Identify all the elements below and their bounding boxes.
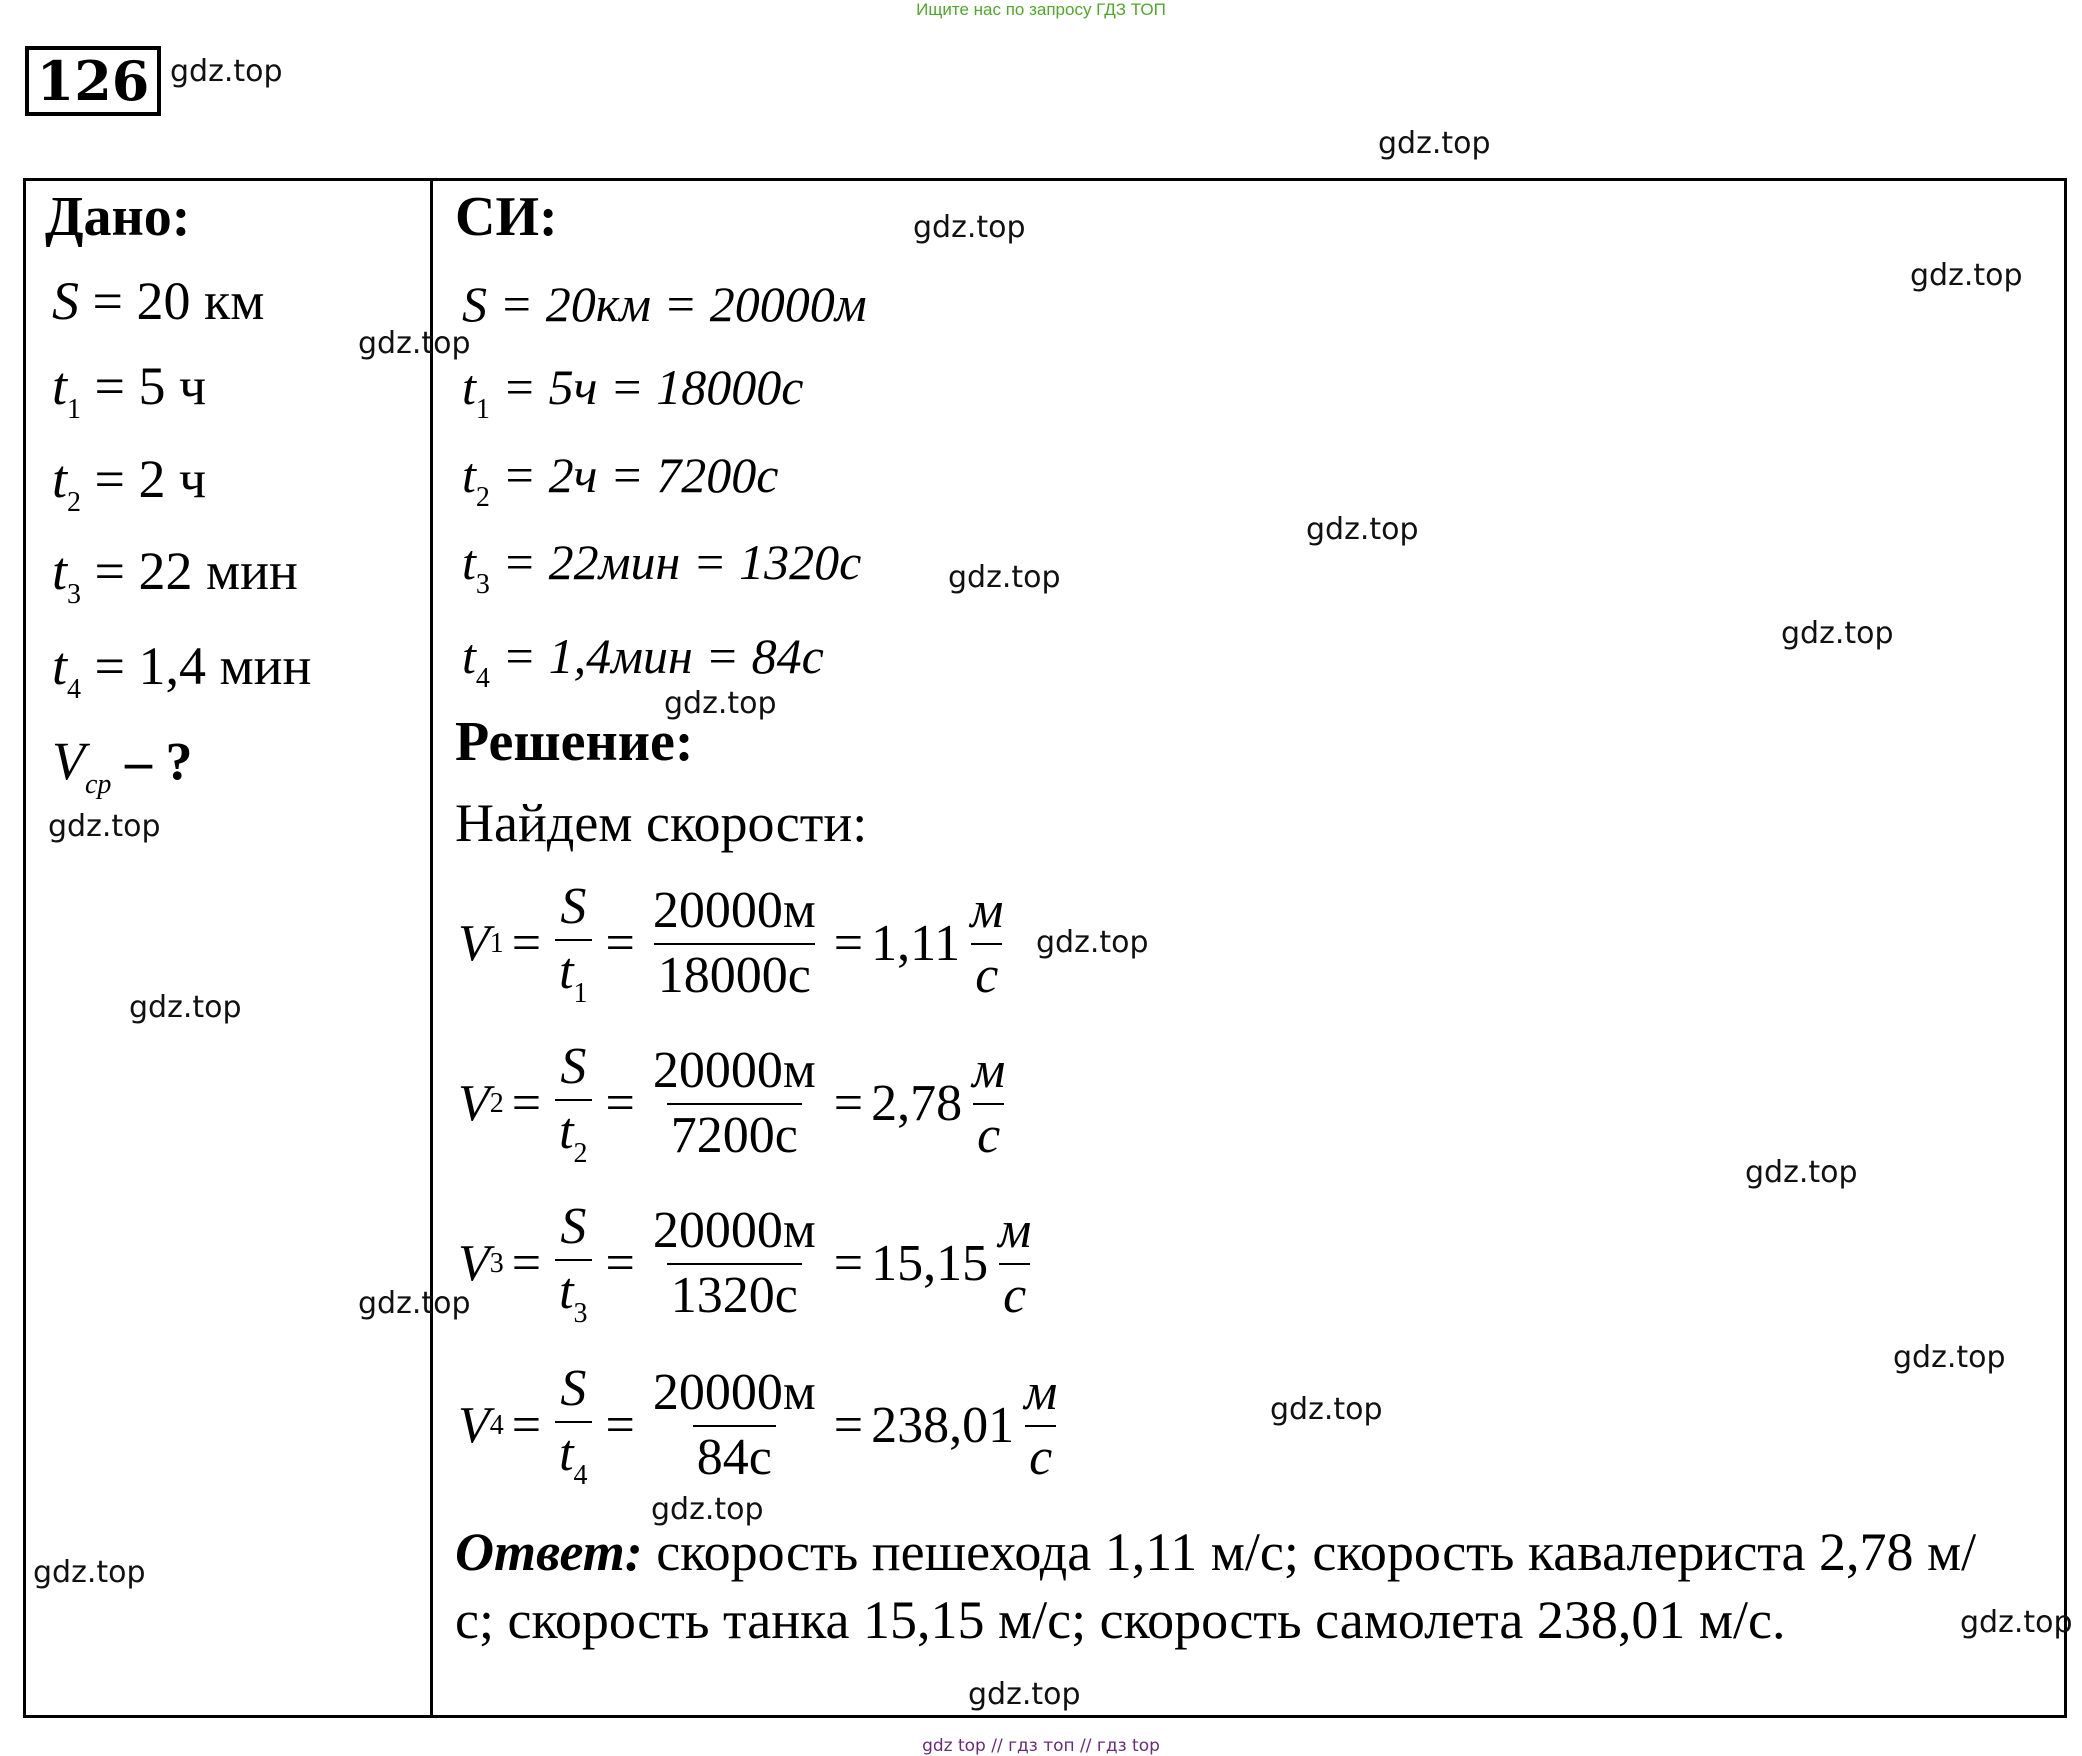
answer-text: скорость пешехода 1,11 м/с; скорость кавалериста 2,78 м/с; скорость танка 15,15 м/с; скорость самолета 238,01 м/с. [455, 1522, 1977, 1650]
given-t2: $t_2 = 2$ ч [52, 449, 207, 518]
si-title: СИ: [455, 186, 558, 248]
given-s: S = 20 км [52, 271, 265, 331]
watermark: gdz.top [1306, 512, 1419, 547]
watermark: gdz.top [1378, 126, 1491, 161]
given-t4: $t_4 = 1,4$ мин [52, 636, 312, 705]
solution-title: Решение: [455, 711, 694, 773]
si-t3: $t_3 = 22мин = 1320с$ [462, 534, 862, 600]
equation-v4: V 4 = $\frac{S}{t_4}$ = $\frac{20000м}{84с}$ = 238,01 $\frac{м}{с}$ [458, 1360, 1058, 1491]
watermark: gdz.top [48, 809, 161, 844]
search-note: Ищите нас по запросу ГДЗ ТОП [916, 0, 1166, 19]
si-s: S = 20км = 20000м [462, 276, 867, 332]
answer-label: Ответ: [455, 1522, 643, 1582]
equation-v1: V 1 = $\frac{S}{t_1}$ = $\frac{20000м}{18000с}$ = 1,11 $\frac{м}{с}$ [458, 878, 1004, 1009]
watermark: gdz.top [651, 1492, 764, 1527]
watermark: gdz.top [129, 990, 242, 1025]
column-divider [430, 178, 433, 1718]
si-t4: $t_4 = 1,4мин = 84с$ [462, 628, 824, 694]
given-title: Дано: [45, 186, 191, 248]
watermark: gdz.top [170, 54, 283, 89]
watermark: gdz.top [1910, 258, 2023, 293]
footer-links: gdz top // гдз топ // гдз top [922, 1736, 1160, 1756]
watermark: gdz.top [1270, 1392, 1383, 1427]
solution-intro: Найдем скорости: [455, 793, 868, 853]
watermark: gdz.top [1960, 1605, 2073, 1640]
answer [455, 1518, 1995, 1654]
watermark: gdz.top [358, 1286, 471, 1321]
watermark: gdz.top [1745, 1155, 1858, 1190]
watermark: gdz.top [968, 1677, 1081, 1712]
watermark: gdz.top [664, 686, 777, 721]
si-t1: $t_1 = 5ч = 18000с$ [462, 359, 804, 425]
given-t1: $t_1 = 5$ ч [52, 356, 207, 425]
watermark: gdz.top [1036, 925, 1149, 960]
equation-v3: V 3 = $\frac{S}{t_3}$ = $\frac{20000м}{1320с}$ = 15,15 $\frac{м}{с}$ [458, 1198, 1032, 1329]
watermark: gdz.top [913, 210, 1026, 245]
given-v-avg: $V_{ср}$ – ? [52, 731, 193, 800]
problem-number: 126 [25, 46, 161, 116]
equation-v2: V 2 = $\frac{S}{t_2}$ = $\frac{20000м}{7200с}$ = 2,78 $\frac{м}{с}$ [458, 1038, 1006, 1169]
watermark: gdz.top [948, 560, 1061, 595]
watermark: gdz.top [1893, 1340, 2006, 1375]
watermark: gdz.top [33, 1555, 146, 1590]
watermark: gdz.top [358, 326, 471, 361]
watermark: gdz.top [1781, 616, 1894, 651]
given-t3: $t_3 = 22$ мин [52, 541, 298, 610]
si-t2: $t_2 = 2ч = 7200с$ [462, 447, 779, 513]
